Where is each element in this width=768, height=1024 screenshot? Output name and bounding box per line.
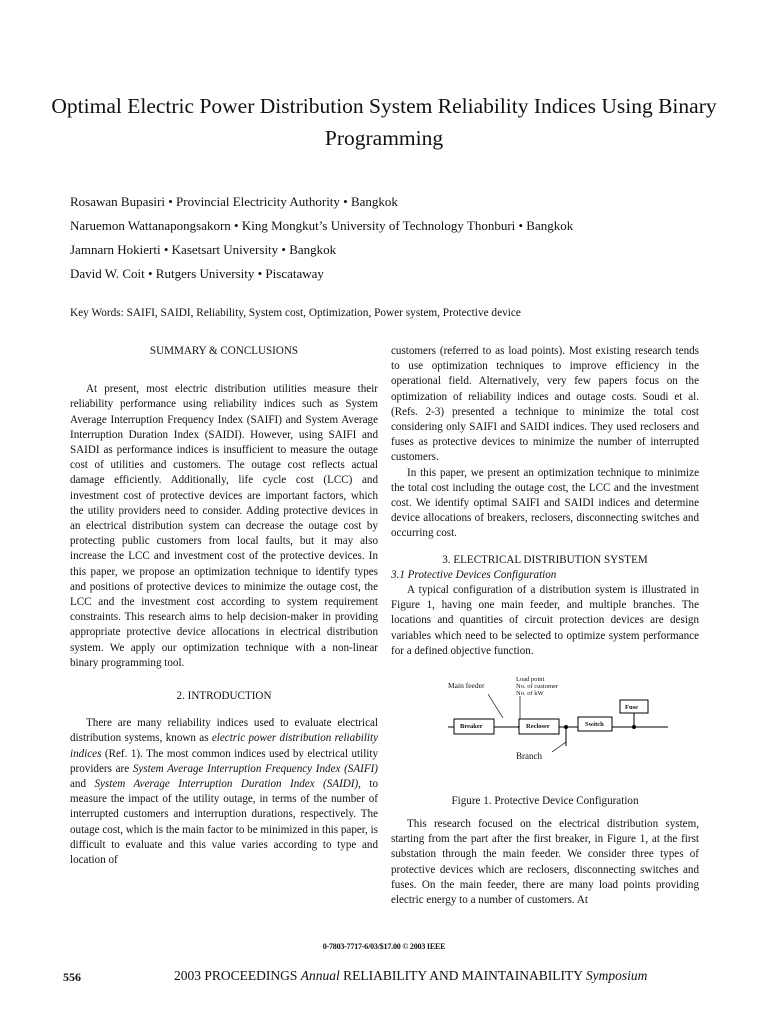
fuse-label: Fuse (625, 704, 638, 711)
subsection-heading: 3.1 Protective Devices Configuration (391, 568, 557, 581)
paragraph: This research focused on the electrical distribution system, starting from the part after the first breaker, in Figure 1, at the first substation through the main feeder. We consider three types of protective devices which are reclosers, disconnecting switches and fuses. On the main feeder, there are many load points providing electric energy to a number of customers. At (391, 818, 699, 907)
branch-pointer (552, 742, 566, 752)
author-line: David W. Coit • Rutgers University • Piscataway (70, 266, 324, 281)
paper-title: Optimal Electric Power Distribution System Reliability Indices Using Binary Programming (51, 94, 717, 150)
continued-paragraph: customers (referred to as load points). Most existing research tends to use optimization techniques to improve efficiency in the operational field. Alternatively, very few papers focus on the optimization of reliability indices and outage costs. Soudi et al. (Refs. 2-3) presented a technique to minimize the total cost considering only SAIFI and SAIDI indices. They used reclosers and fuses as protective devices to minimize the number of interrupted customers. (391, 345, 699, 464)
introduction-heading: 2. INTRODUCTION (176, 690, 272, 703)
introduction-paragraph: There are many reliability indices used to evaluate electrical distribution systems, known as electric power distribution reliability indices (Ref. 1). The most common indices used by electrical utility providers are System Average Interruption Frequency Index (SAIFI) and System Average Interruption Duration Index (SAIDI), to measure the impact of the utility outage, in terms of the number of interrupted customers and interruption durations, respectively. The outage cost, which is the main factor to be minimized in this paper, is difficult to evaluate and this value varies according to type and location of (70, 717, 378, 867)
left-column (70, 344, 378, 868)
right-column (391, 344, 699, 659)
branch-label: Branch (516, 751, 542, 761)
load-point-customers-label: No. of customer (516, 683, 559, 690)
summary-paragraph: At present, most electric distribution utilities measure their reliability performance using reliability indices such as System Average Interruption Frequency Index (SAIFI) and System Average Interruption Duration Index (SAIDI). However, using SAIFI and SAIDI as performance indices is insufficient to measure the outage cost of utilities and customers. The outage cost reflects actual damage efficiently. Additionally, life cycle cost (LCC) and investment cost of protective devices are important factors, which the utility providers need to consider. Adding protective devices in an electrical distribution system can decrease the outage cost by protecting public customers from local faults, but it may also increase the LCC and investment cost of the protective devices. In this paper, we propose an optimization technique to identify types and positions of protective devices to minimize the outage cost, the LCC and the investment cost according to system requirement constraints. This research aims to help decision-maker in providing appropriate protective device allocations in electrical distribution system. We apply our optimization technique with a non-linear binary programming tool. (70, 383, 378, 669)
copyright-line: 0-7803-7717-6/03/$17.00 © 2003 IEEE (322, 942, 446, 951)
switch-label: Switch (585, 721, 604, 728)
author-line: Jamnarn Hokierti • Kasetsart University • Bangkok (70, 242, 337, 257)
section3-heading: 3. ELECTRICAL DISTRIBUTION SYSTEM (442, 553, 648, 566)
author-line: Naruemon Wattanapongsakorn • King Mongkut’s University of Technology Thonburi • Bangkok (70, 218, 574, 233)
figure-1-diagram (448, 674, 668, 774)
fuse-node (632, 725, 636, 729)
main-feeder-label: Main feeder (448, 681, 485, 690)
author-line: Rosawan Bupasiri • Provincial Electricity Authority • Bangkok (70, 194, 398, 209)
author-list (70, 190, 573, 286)
paragraph: A typical configuration of a distribution system is illustrated in Figure 1, having one main feeder, and multiple branches. The locations and quantities of circuit protection devices are design variables which need to be selected to optimize system performance for a defined objective function. (391, 584, 699, 657)
page-number: 556 (63, 970, 81, 984)
load-point-kw-label: No. of kW (516, 690, 544, 697)
branch-node (564, 725, 568, 729)
main-feeder-pointer (488, 694, 503, 718)
breaker-label: Breaker (460, 723, 483, 730)
figure-caption: Figure 1. Protective Device Configuration (451, 795, 639, 807)
paragraph: In this paper, we present an optimization technique to minimize the total cost including the outage cost, the LCC and the investment cost. We identify optimal SAIFI and SAIDI indices and determine device allocations of breakers, reclosers, disconnecting switches and occurring cost. (391, 466, 699, 540)
recloser-label: Recloser (526, 723, 550, 730)
right-column-lower (391, 817, 699, 908)
proceedings-footer: 2003 PROCEEDINGS Annual RELIABILITY AND MAINTAINABILITY Symposium (174, 968, 648, 983)
summary-heading: SUMMARY & CONCLUSIONS (149, 345, 299, 357)
keywords: Key Words: SAIFI, SAIDI, Reliability, System cost, Optimization, Power system, Protective device (70, 307, 521, 319)
load-point-label: Load point (516, 676, 545, 683)
